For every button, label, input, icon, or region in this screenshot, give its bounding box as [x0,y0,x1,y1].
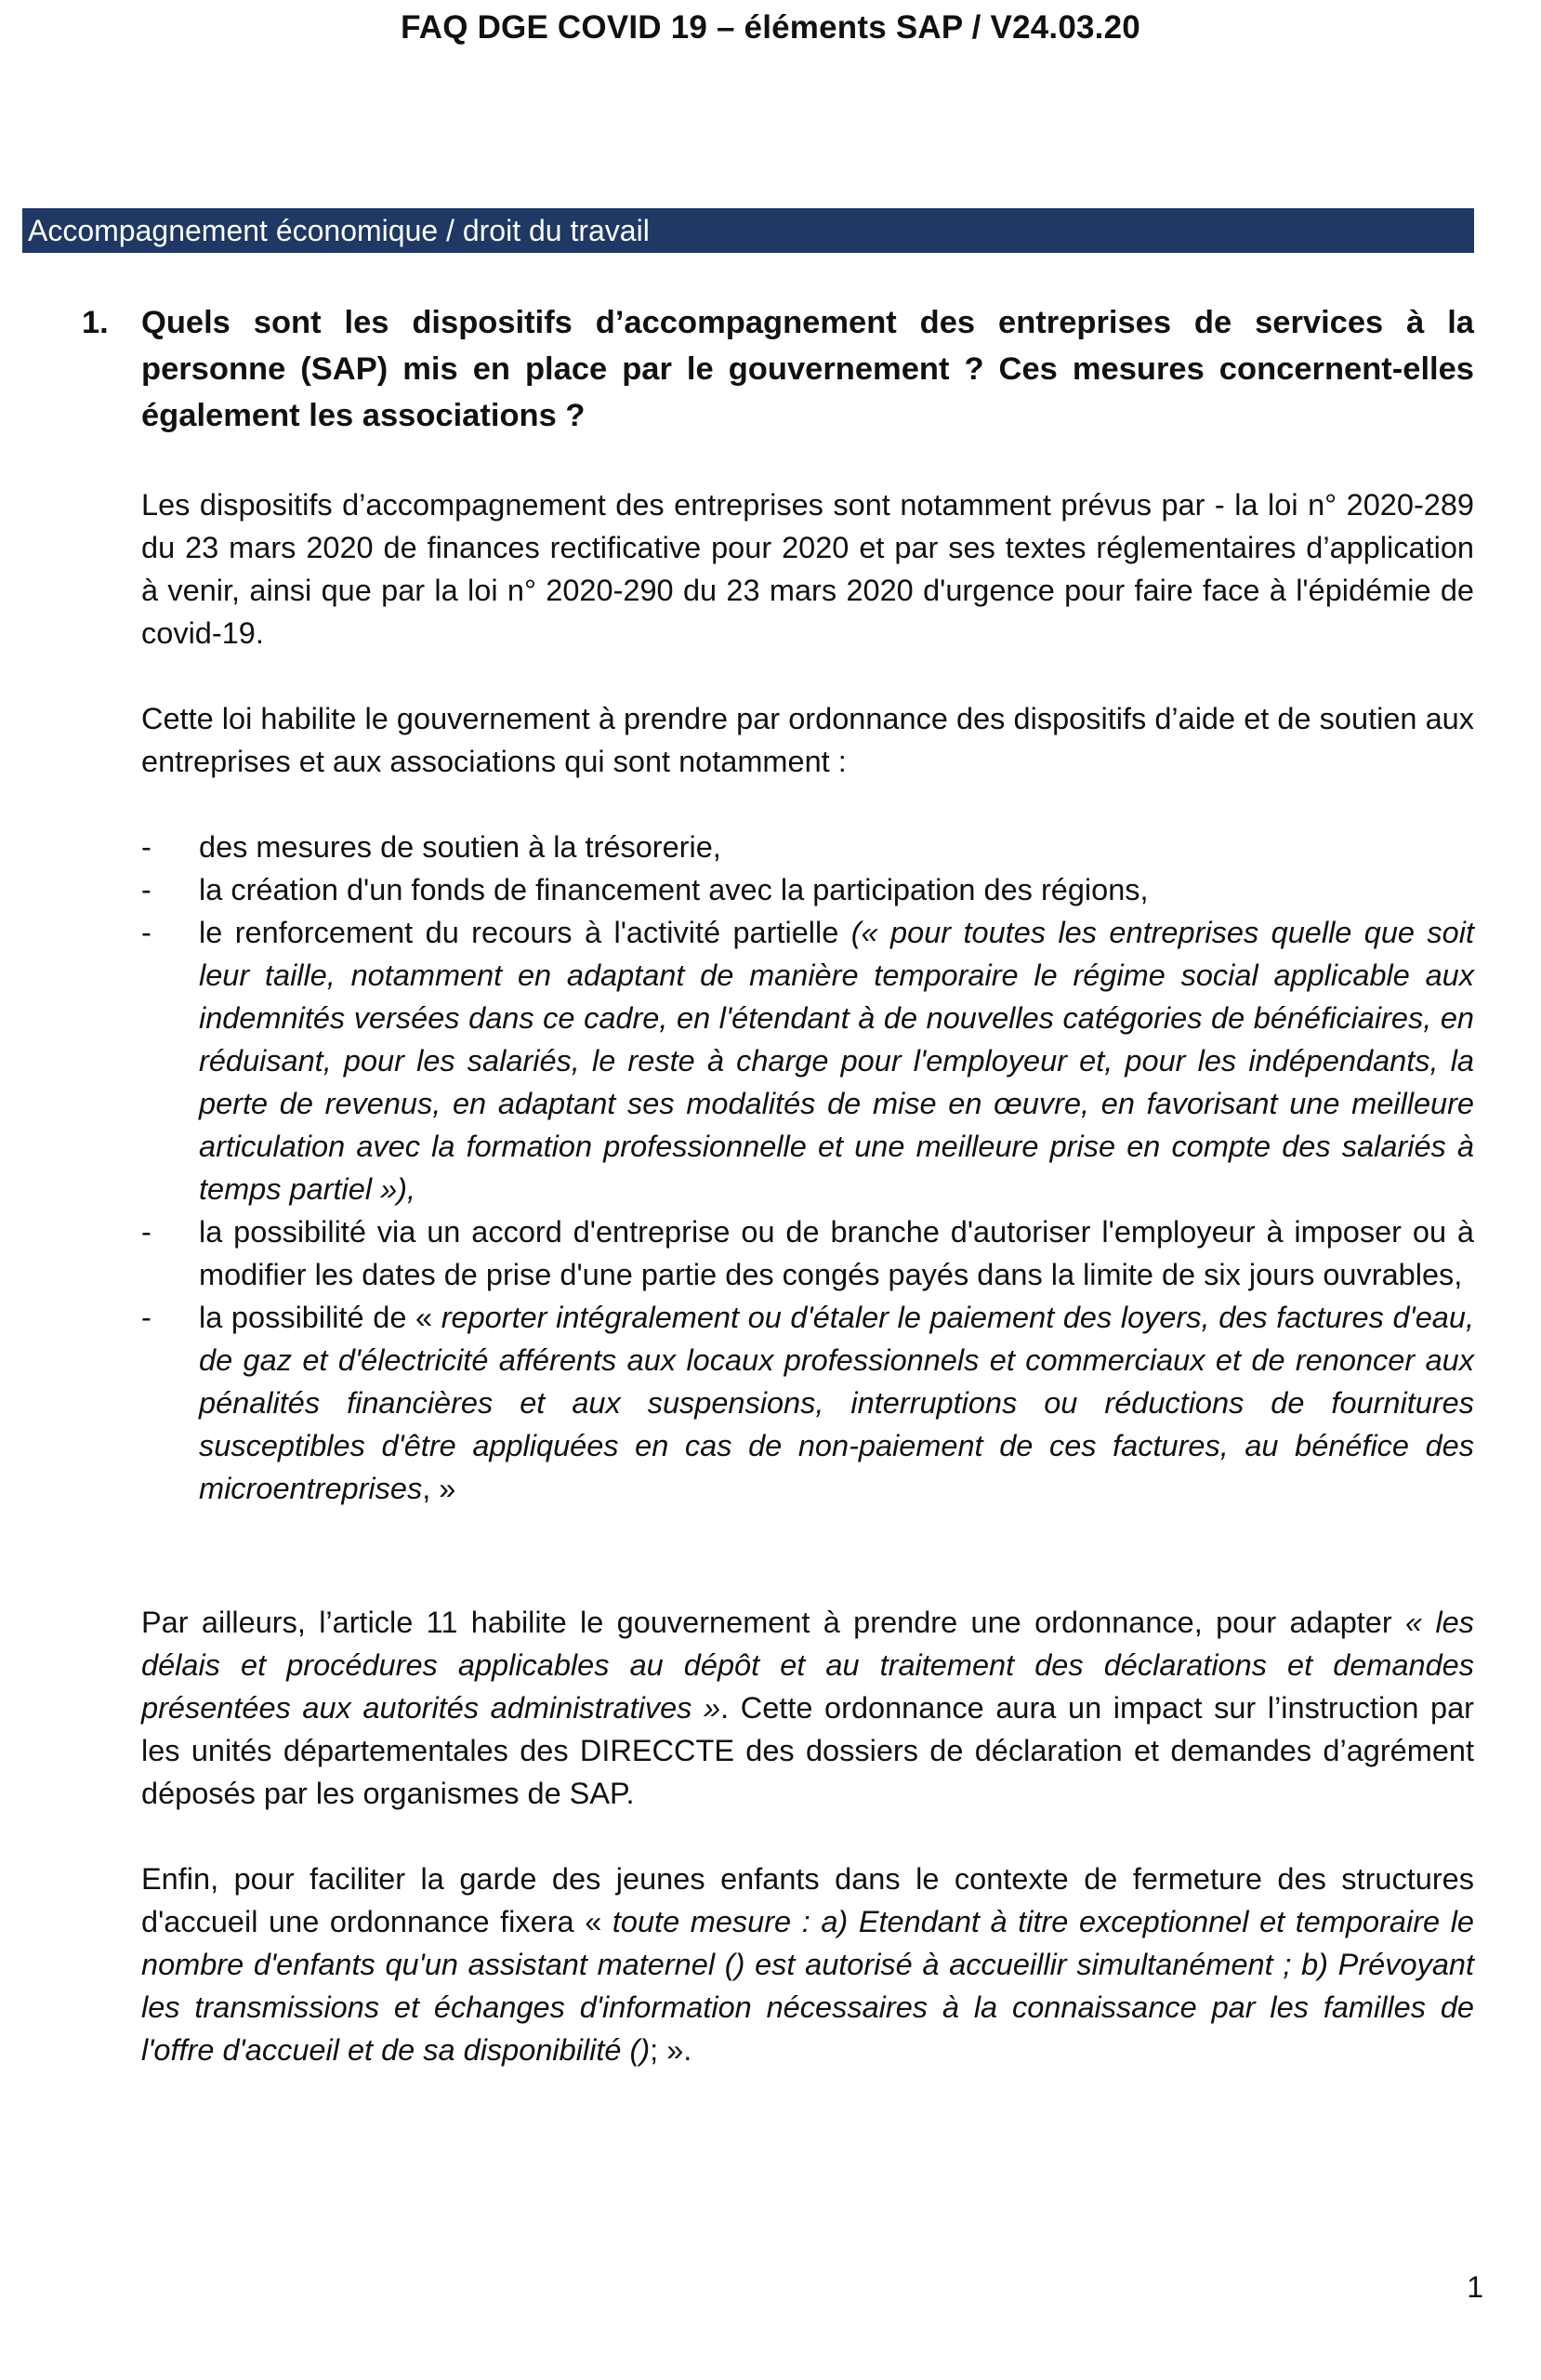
paragraph-end-text: ; ». [650,2033,692,2067]
question-heading [82,299,1474,439]
list-item-text [199,911,1474,1210]
bullet-dash: - [141,1215,151,1249]
paragraph-quote: toute mesure : a) Etendant à titre exceptionnel et temporaire le nombre d'enfants qu'un assistant maternel () est autorisé à accueillir simultanément ; b) Prévoyant les transmissions et échanges d'information nécessaires à la connaissance par les familles de l'offre d'accueil et de sa disponibilité () [141,1905,1474,2067]
paragraph-quote: « les délais et procédures applicables au dépôt et au traitement des déclarations et demandes présentées aux autorités administratives » [141,1606,1474,1725]
list-item-quote: (« pour toutes les entreprises quelle que soit leur taille, notamment en adaptant de manière temporaire le régime social applicable aux indemnités versées dans ce cadre, en l'étendant à de nouvelles catégories de bénéficiaires, en réduisant, pour les salariés, le reste à charge pour l'employeur et, pour les indépendants, la perte de revenus, en adaptant ses modalités de mise en œuvre, en favorisant une meilleure articulation avec la formation professionnelle et une meilleure prise en compte des salariés à temps partiel »), [199,916,1475,1206]
list-item-end: , » [422,1472,456,1505]
paragraph-intro: Les dispositifs d’accompagnement des entreprises sont notamment prévus par - la loi n° 2020-289 du 23 mars 2020 de finances rectificative pour 2020 et par ses textes réglementaires d’application à venir, ainsi que par la loi n° 2020-290 du 23 mars 2020 d'urgence pour faire face à l'épidémie de covid-19. [141,488,1474,650]
question-text: Quels sont les dispositifs d’accompagnement des entreprises de services à la personne (SAP) mis en place par le gouvernement ? Ces mesures concernent-elles également les associations ? [141,305,1474,433]
bullet-dash: - [141,873,151,906]
page-header: FAQ DGE COVID 19 – éléments SAP / V24.03.20 [401,9,1140,46]
paragraph-end-text: . Cette ordonnance aura un impact sur l’instruction par les unités départementales des DIRECCTE des dossiers de déclaration et demandes d’agrément déposés par les organismes de SAP. [141,1691,1474,1810]
list-item-text: la création d'un fonds de financement avec la participation des régions, [199,873,1149,906]
list-item-text: la possibilité via un accord d'entreprise ou de branche d'autoriser l'employeur à imposer ou à modifier les dates de prise d'une partie des congés payés dans la limite de six jours ouvrables, [199,1215,1474,1291]
measures-list [141,826,1474,1510]
paragraph-intro-text: Enfin, pour faciliter la garde des jeunes enfants dans le contexte de fermeture des structures d'accueil une ordonnance fixera « [141,1862,1474,1938]
paragraph-habilitation: Cette loi habilite le gouvernement à prendre par ordonnance des dispositifs d’aide et de soutien aux entreprises et aux associations qui sont notamment : [141,702,1474,778]
list-item-text: des mesures de soutien à la trésorerie, [199,830,721,864]
list-item [141,826,1474,868]
section-title: Accompagnement économique / droit du travail [22,208,1474,253]
page-number: 1 [1467,2270,1483,2304]
list-item [141,868,1474,911]
paragraph-intro-text: Par ailleurs, l’article 11 habilite le gouvernement à prendre une ordonnance, pour adapter [141,1606,1406,1639]
bullet-dash: - [141,916,151,949]
list-item [141,1296,1474,1510]
paragraph-childcare [141,1858,1474,2071]
bullet-dash: - [141,830,151,864]
question-number: 1. [82,305,109,340]
list-item-quote: reporter intégralement ou d'étaler le paiement des loyers, des factures d'eau, de gaz et d'électricité afférents aux locaux professionnels et commerciaux et de renoncer aux pénalités financières et aux suspensions, interruptions ou réductions de fournitures susceptibles d'être appliquées en cas de non-paiement de ces factures, au bénéfice des microentreprises [199,1301,1474,1505]
list-item [141,1210,1474,1296]
bullet-dash: - [141,1301,151,1334]
list-item [141,911,1474,1210]
paragraph-article-11 [141,1601,1474,1815]
list-item-intro: la possibilité de « [199,1301,441,1334]
list-item-intro: le renforcement du recours à l'activité partielle [199,916,851,949]
list-item-text [199,1296,1474,1510]
